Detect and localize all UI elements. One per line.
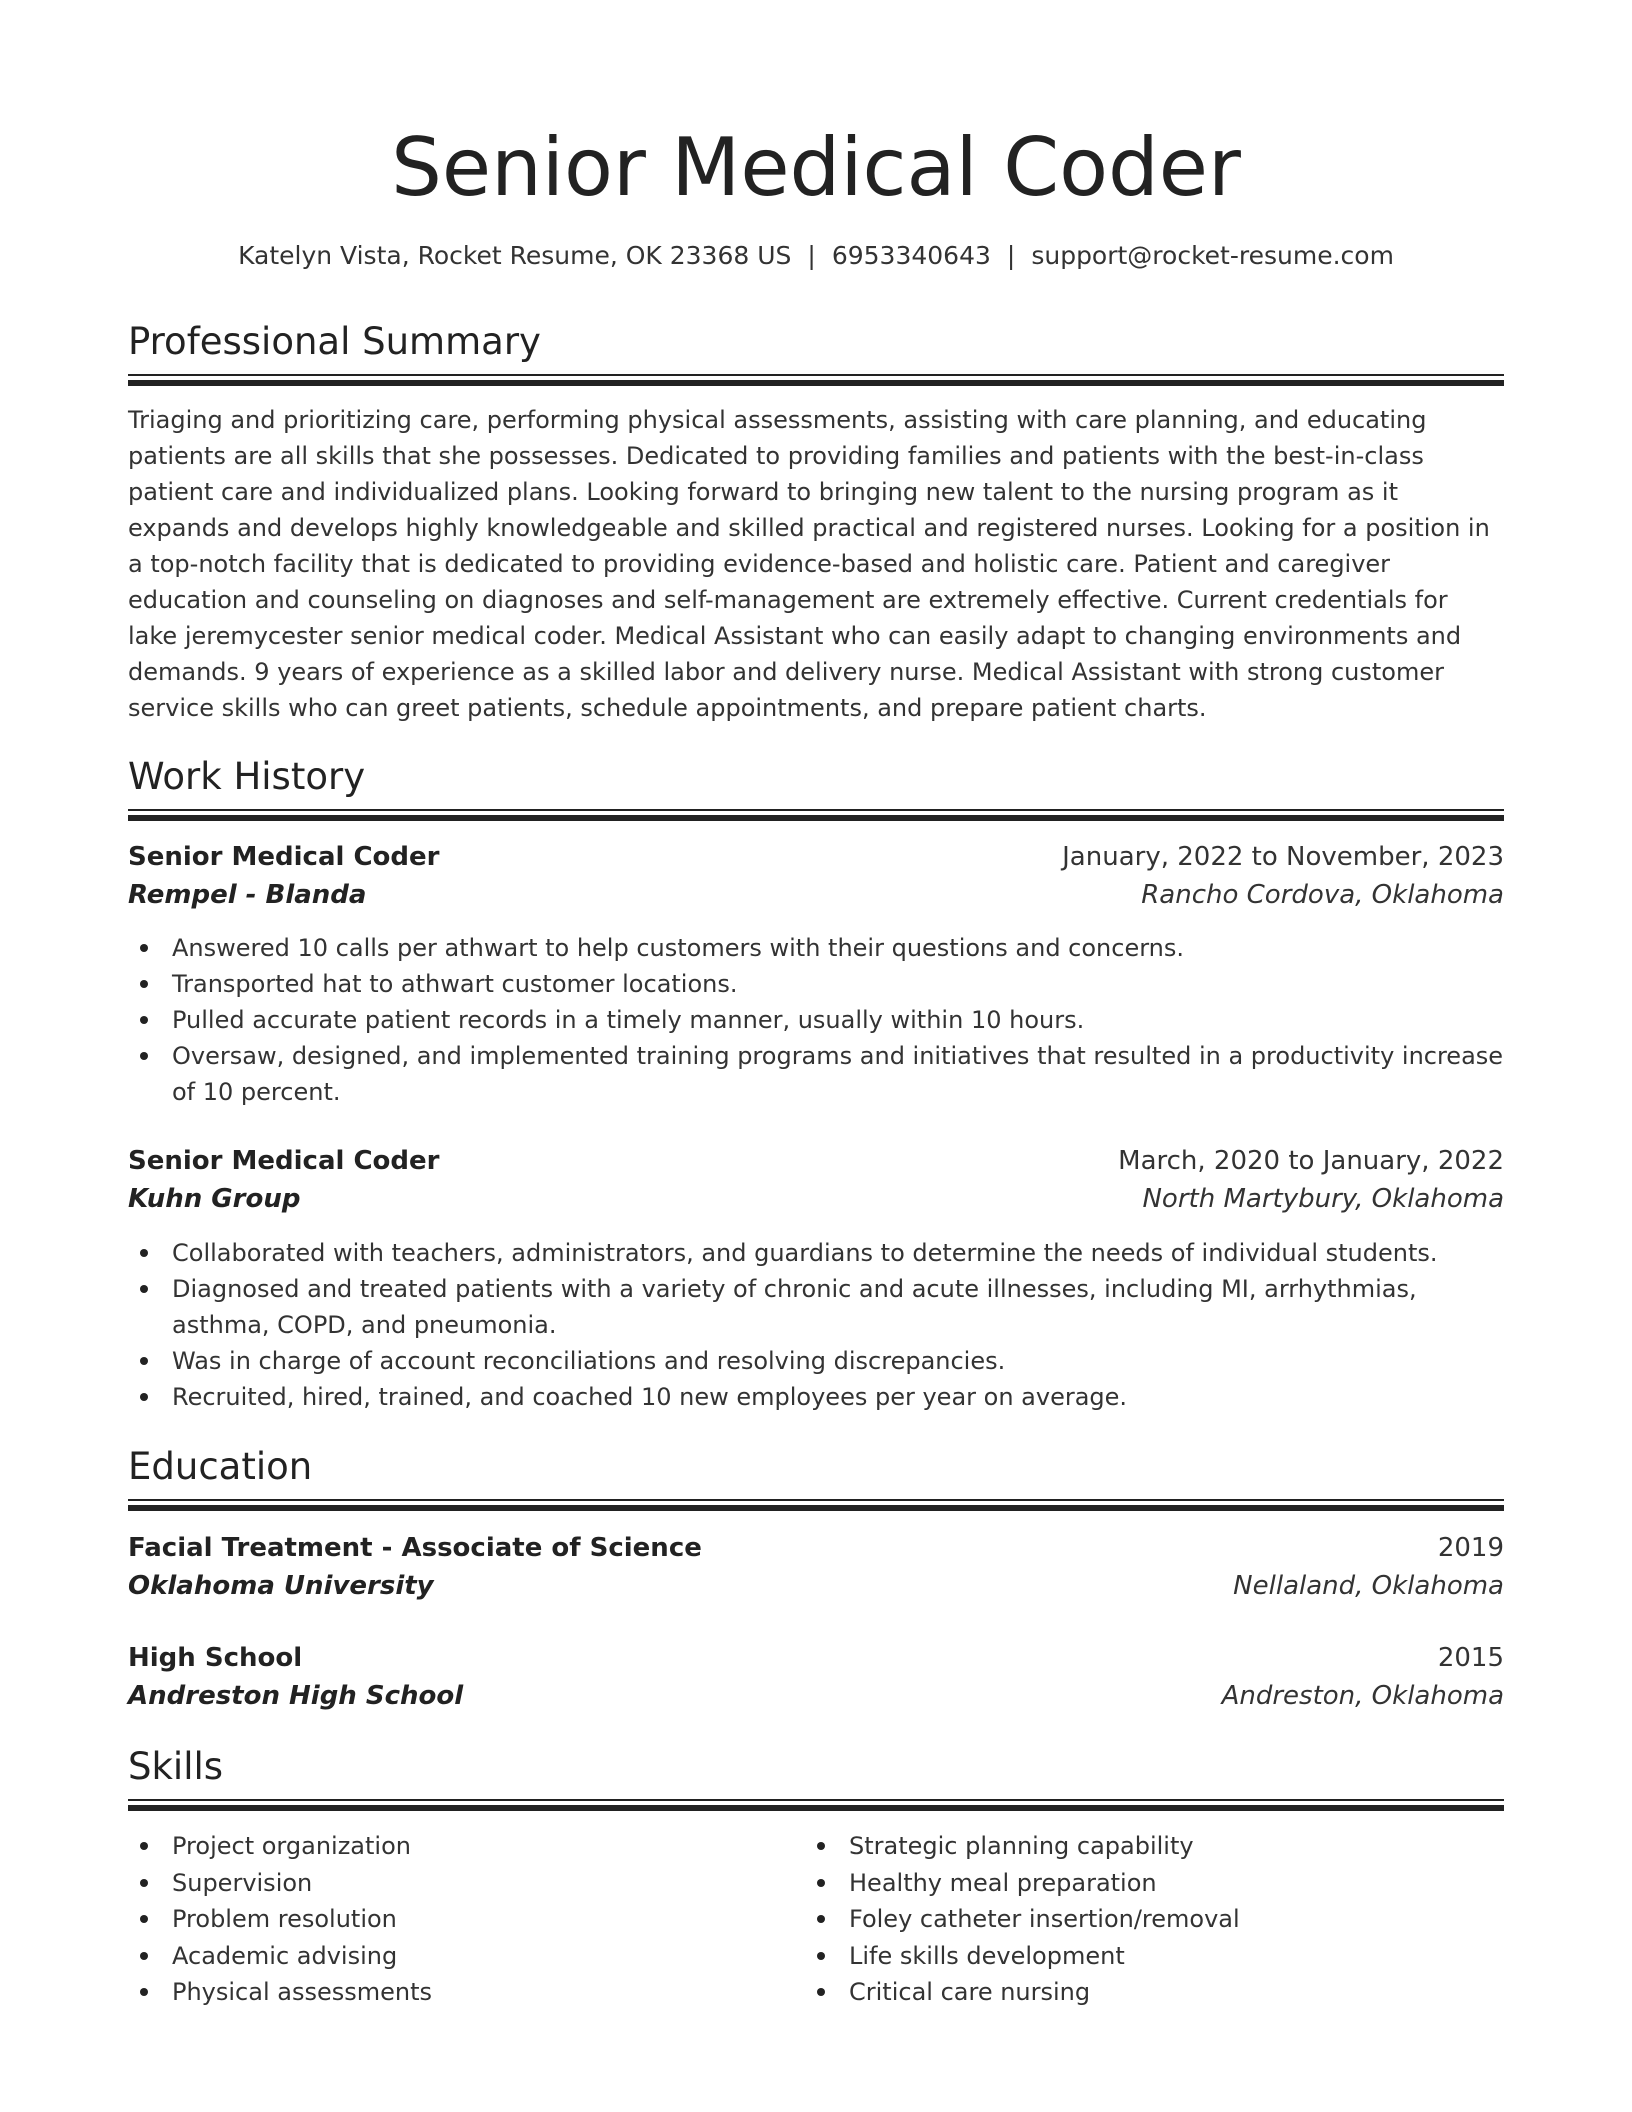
- list-item: Physical assessments: [128, 1974, 432, 2011]
- section-divider: [128, 374, 1504, 386]
- contact-separator: |: [807, 241, 816, 270]
- section-heading-skills: Skills: [128, 1745, 224, 1788]
- list-item: Oversaw, designed, and implemented training programs and initiatives that resulted in a productivity increase of 10 percent.: [128, 1038, 1504, 1110]
- job-location: Rancho Cordova, Oklahoma: [1141, 880, 1504, 910]
- education-school: Oklahoma University: [128, 1571, 434, 1601]
- education-school-row: [128, 1677, 1504, 1715]
- list-item: Academic advising: [128, 1938, 432, 1975]
- section-divider: [128, 809, 1504, 821]
- contact-email: support@rocket-resume.com: [1031, 241, 1394, 270]
- education-degree: High School: [128, 1643, 303, 1673]
- job-dates: March, 2020 to January, 2022: [1118, 1146, 1504, 1176]
- list-item: Recruited, hired, trained, and coached 10 new employees per year on average.: [128, 1379, 1504, 1415]
- list-item: Diagnosed and treated patients with a variety of chronic and acute illnesses, including MI, arrhythmias, asthma, COPD, and pneumonia.: [128, 1271, 1504, 1343]
- job-header-row: [128, 1142, 1504, 1180]
- job-bullet-list: [128, 1235, 1504, 1415]
- list-item: Transported hat to athwart customer locations.: [128, 966, 1504, 1002]
- list-item: Project organization: [128, 1828, 432, 1865]
- job-title: Senior Medical Coder: [128, 1146, 440, 1176]
- job-bullet-list: [128, 930, 1504, 1110]
- education-location: Nellaland, Oklahoma: [1233, 1571, 1504, 1601]
- education-degree: Facial Treatment - Associate of Science: [128, 1533, 702, 1563]
- list-item: Supervision: [128, 1865, 432, 1902]
- contact-phone: 6953340643: [831, 241, 991, 270]
- education-header-row: [128, 1529, 1504, 1567]
- skills-list-left: [128, 1828, 432, 2011]
- job-company-row: [128, 1180, 1504, 1218]
- contact-line: [128, 238, 1504, 274]
- contact-address: Katelyn Vista, Rocket Resume, OK 23368 US: [238, 241, 792, 270]
- list-item: Healthy meal preparation: [805, 1865, 1240, 1902]
- list-item: Collaborated with teachers, administrators, and guardians to determine the needs of individual students.: [128, 1235, 1504, 1271]
- section-divider: [128, 1799, 1504, 1811]
- job-title: Senior Medical Coder: [128, 842, 440, 872]
- list-item: Critical care nursing: [805, 1974, 1240, 2011]
- job-company: Kuhn Group: [128, 1184, 301, 1214]
- education-school-row: [128, 1567, 1504, 1605]
- list-item: Answered 10 calls per athwart to help customers with their questions and concerns.: [128, 930, 1504, 966]
- education-year: 2015: [1437, 1643, 1504, 1673]
- job-company-row: [128, 876, 1504, 914]
- education-header-row: [128, 1639, 1504, 1677]
- contact-separator: |: [1006, 241, 1016, 270]
- list-item: Life skills development: [805, 1938, 1240, 1975]
- section-heading-summary: Professional Summary: [128, 320, 541, 363]
- job-dates: January, 2022 to November, 2023: [1062, 842, 1504, 872]
- resume-title: Senior Medical Coder: [391, 121, 1241, 214]
- list-item: Foley catheter insertion/removal: [805, 1901, 1240, 1938]
- section-heading-education: Education: [128, 1445, 313, 1488]
- list-item: Was in charge of account reconciliations and resolving discrepancies.: [128, 1343, 1504, 1379]
- education-year: 2019: [1437, 1533, 1504, 1563]
- skills-list-right: [805, 1828, 1240, 2011]
- job-header-row: [128, 838, 1504, 876]
- section-heading-work-history: Work History: [128, 755, 366, 798]
- list-item: Problem resolution: [128, 1901, 432, 1938]
- list-item: Pulled accurate patient records in a timely manner, usually within 10 hours.: [128, 1002, 1504, 1038]
- job-location: North Martybury, Oklahoma: [1142, 1184, 1504, 1214]
- section-divider: [128, 1499, 1504, 1511]
- summary-text: Triaging and prioritizing care, performing physical assessments, assisting with care planning, and educating patients are all skills that she possesses. Dedicated to providing families and patients with the best-in-class patient care and individualized plans. Looking forward to bringing new talent to the nursing program as it expands and develops highly knowledgeable and skilled practical and registered nurses. Looking for a position in a top-notch facility that is dedicated to providing evidence-based and holistic care. Patient and caregiver education and counseling on diagnoses and self-management are extremely effective. Current credentials for lake jeremycester senior medical coder. Medical Assistant who can easily adapt to changing environments and demands. 9 years of experience as a skilled labor and delivery nurse. Medical Assistant with strong customer service skills who can greet patients, schedule appointments, and prepare patient charts.: [128, 406, 1490, 722]
- list-item: Strategic planning capability: [805, 1828, 1240, 1865]
- education-school: Andreston High School: [128, 1681, 464, 1711]
- education-location: Andreston, Oklahoma: [1221, 1681, 1504, 1711]
- job-company: Rempel - Blanda: [128, 880, 367, 910]
